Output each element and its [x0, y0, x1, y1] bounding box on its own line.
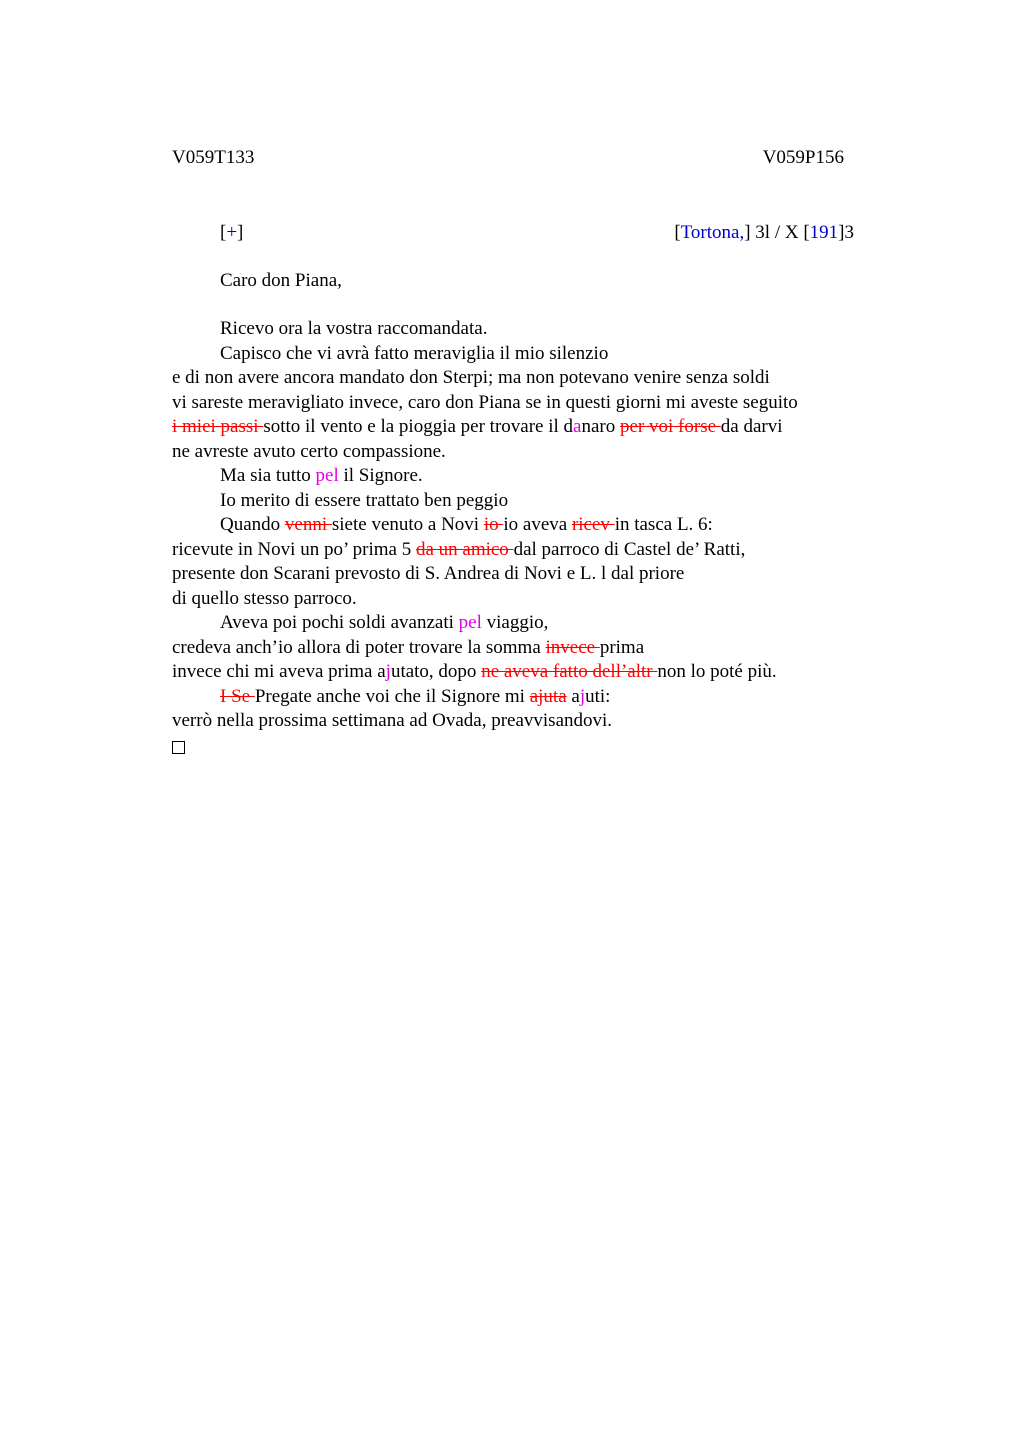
letter-line	[172, 562, 872, 587]
text-segment: da darvi	[720, 416, 783, 437]
letter-line	[172, 415, 872, 440]
document-code-right: V059P156	[762, 147, 844, 168]
deleted-text: io	[483, 514, 504, 535]
letter-line	[172, 464, 872, 489]
text-segment: Aveva poi pochi soldi avanzati	[220, 612, 459, 633]
text-segment: non lo poté più.	[657, 661, 777, 682]
letter-line	[172, 636, 872, 661]
text-segment: uti:	[585, 685, 611, 707]
text-segment: in tasca L. 6:	[614, 514, 713, 535]
letter-body	[172, 317, 872, 761]
letter-date	[674, 221, 854, 246]
corrected-text: a	[573, 416, 582, 437]
text-segment: naro	[581, 416, 620, 437]
text-segment: il Signore.	[338, 465, 423, 486]
text-segment: Ma sia tutto	[220, 465, 316, 486]
corrected-text: pel	[458, 612, 482, 633]
text-segment: Ricevo ora la vostra raccomandata.	[220, 318, 488, 339]
date-end: ]3	[838, 222, 854, 243]
text-segment: Capisco che vi avrà fatto meraviglia il mio silenzio	[220, 342, 609, 364]
text-segment: io aveva	[503, 514, 572, 535]
deleted-text: ne aveva fatto dell’altr	[481, 661, 658, 682]
text-segment: Io merito di essere trattato ben peggio	[220, 489, 509, 511]
deleted-text: venni	[284, 514, 332, 535]
text-segment: vi sareste meravigliato invece, caro don Piana se in questi giorni mi aveste seguito	[172, 391, 798, 413]
text-segment: invece chi mi aveva prima a	[172, 661, 386, 682]
deleted-text: invece	[545, 636, 600, 658]
letter-sign-mark	[220, 221, 243, 246]
letter-line	[172, 587, 872, 612]
text-segment: Pregate anche voi che il Signore mi	[254, 685, 530, 707]
date-middle: ] 3l / X [	[744, 222, 810, 243]
end-mark-line	[172, 734, 872, 762]
corrected-text: j	[385, 661, 391, 682]
text-segment: presente don Scarani prevosto di S. Andrea di Novi e L. l dal priore	[172, 563, 685, 584]
letter-line	[172, 513, 872, 538]
text-segment: utato, dopo	[390, 661, 482, 682]
bracket-open: [	[220, 222, 227, 243]
text-segment: prima	[599, 636, 645, 658]
text-segment: dal parroco di Castel de’ Ratti,	[513, 538, 746, 560]
text-segment: credeva anch’io allora di poter trovare la somma	[172, 636, 546, 658]
text-segment: sotto il vento e la pioggia per trovare il d	[263, 416, 574, 437]
text-segment: Quando	[220, 514, 285, 535]
date-place: Tortona,	[680, 222, 745, 243]
text-segment: verrò nella prossima settimana ad Ovada, preavvisandovi.	[172, 710, 613, 731]
cross-mark: +	[226, 222, 238, 243]
letter-line	[172, 317, 872, 342]
letter-line	[172, 538, 872, 563]
letter-line	[172, 391, 872, 416]
salutation: Caro don Piana,	[220, 270, 342, 291]
deleted-text: ajuta	[529, 685, 567, 707]
text-segment: e di non avere ancora mandato don Sterpi; ma non potevano venire senza soldi	[172, 367, 770, 388]
letter-line	[172, 709, 872, 734]
text-segment: di quello stesso parroco.	[172, 587, 357, 609]
letter-line	[172, 660, 872, 685]
text-segment: siete venuto a Novi	[331, 514, 484, 535]
date-bracket-open: [	[674, 222, 681, 243]
corrected-text: pel	[315, 465, 339, 486]
text-segment: viaggio,	[481, 612, 549, 633]
text-segment: ne avreste avuto certo compassione.	[172, 440, 446, 462]
letter-line	[172, 440, 872, 465]
letter-line	[172, 685, 872, 710]
deleted-text: per voi forse	[620, 416, 721, 437]
bracket-close: ]	[237, 222, 244, 243]
letter-line	[172, 342, 872, 367]
corrected-text: j	[579, 685, 586, 707]
deleted-text: ricev	[571, 514, 615, 535]
text-segment: ricevute in Novi un po’ prima 5	[172, 538, 416, 560]
letter-line	[172, 611, 872, 636]
square-end-mark-icon	[172, 741, 185, 754]
deleted-text: I Se	[220, 685, 255, 707]
text-segment: a	[566, 685, 580, 707]
document-code-left: V059T133	[172, 147, 255, 168]
date-year-part: 191	[809, 222, 839, 243]
letter-line	[172, 366, 872, 391]
letter-line	[172, 489, 872, 514]
deleted-text: da un amico	[415, 538, 514, 560]
deleted-text: i miei passi	[172, 416, 264, 437]
